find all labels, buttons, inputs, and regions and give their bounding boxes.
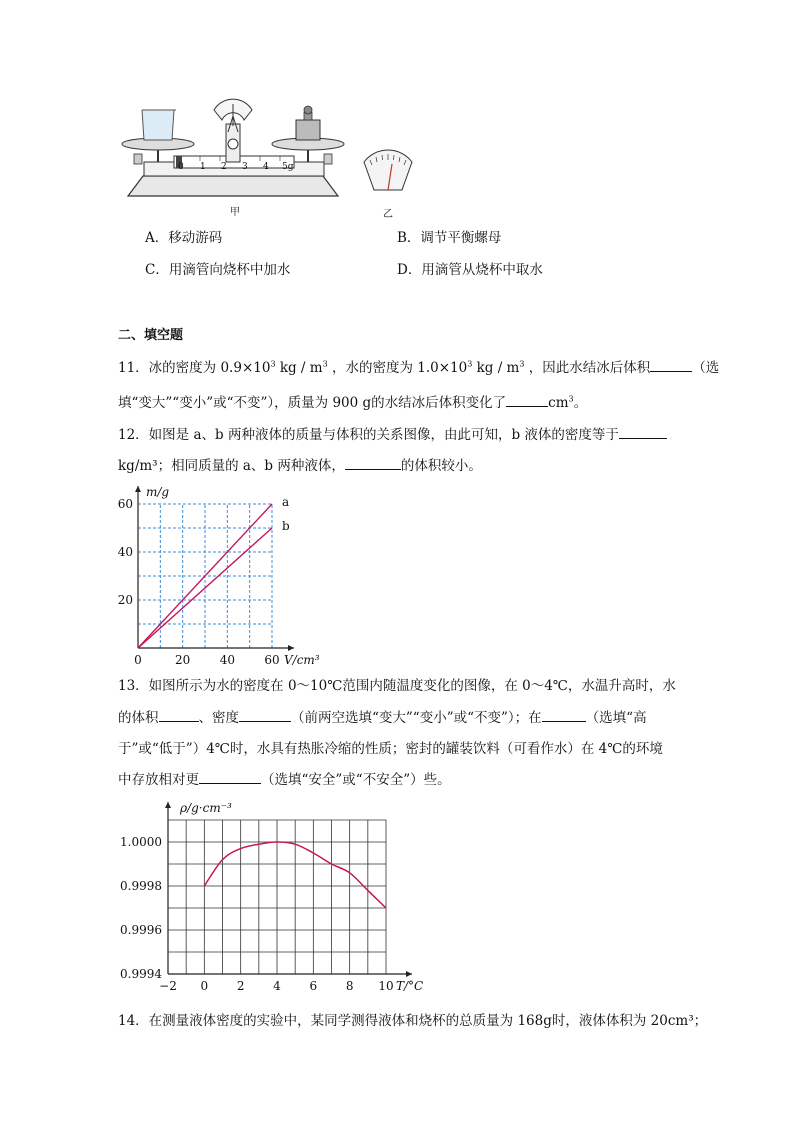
y-axis-label: m/g: [146, 485, 170, 499]
y-tick-label: 20: [117, 593, 133, 607]
option-b: B．调节平衡螺母: [397, 230, 502, 246]
q13-line4: 中存放相对更 （选填“安全”或“不安全”）些。: [118, 772, 451, 788]
section-title: 二、填空题: [118, 328, 184, 343]
option-a: A．移动游码: [145, 230, 223, 246]
x-tick-label: 10: [378, 979, 394, 993]
scale-label: 5g: [282, 162, 294, 172]
scale-label: 4: [263, 162, 269, 172]
scale-label: 1: [200, 162, 206, 172]
series-label-b: b: [282, 519, 290, 533]
x-tick-label: 20: [175, 653, 191, 667]
y-tick-label: 1.0000: [120, 835, 162, 849]
q14-line1: 14．在测量液体密度的实验中，某同学测得液体和烧杯的总质量为 168g时，液体体积为 20cm³；: [118, 1013, 708, 1029]
x-tick-label: −2: [159, 979, 177, 993]
x-tick-label: 2: [236, 979, 245, 993]
x-tick-label: 0: [134, 653, 142, 667]
q13-line2: 的体积 、密度 （前两空选填“变大”“变小”或“不变”）；在 （选填“高: [118, 710, 647, 726]
y-tick-label: 40: [117, 545, 133, 559]
x-axis-label: V/cm³: [284, 653, 320, 667]
y-tick-label: 60: [117, 497, 133, 511]
y-tick-label: 0.9996: [120, 923, 162, 937]
x-tick-label: 60: [264, 653, 280, 667]
option-d: D．用滴管从烧杯中取水: [397, 262, 543, 278]
q11-line2: 填“变大”“变小”或“不变”），质量为 900 g的水结冰后体积变化了 $cm^3$。: [118, 394, 588, 411]
figure-caption-yi: 乙: [383, 209, 393, 220]
y-axis-arrow: [165, 802, 171, 808]
scale-label: 3: [242, 162, 248, 172]
y-tick-label: 0.9994: [120, 967, 162, 981]
q12-line2: kg/m³；相同质量的 a、b 两种液体， 的体积较小。: [118, 458, 482, 474]
density-temperature-chart: [112, 798, 452, 996]
x-tick-label: 40: [219, 653, 235, 667]
scale-label: 2: [221, 162, 227, 172]
q11-line1: 11．冰的密度为 $0.9\times 10^3$ kg / $m^3$ ，水的密度为 $1.0\times 10^3$ kg / $m^3$ ，因此水结冰后体积 （选: [118, 359, 720, 376]
x-tick-label: 0: [200, 979, 209, 993]
balance-figure: [118, 96, 350, 214]
x-tick-label: 4: [273, 979, 281, 993]
dial-figure: [360, 150, 416, 196]
x-axis-arrow: [288, 645, 294, 651]
x-tick-label: 8: [345, 979, 354, 993]
series-label-a: a: [282, 495, 290, 509]
q13-line1: 13．如图所示为水的密度在 0～10℃范围内随温度变化的图像，在 0～4℃，水温升高时，水: [118, 678, 676, 694]
option-c: C．用滴管向烧杯中加水: [145, 262, 291, 278]
q12-line1: 12．如图是 a、b 两种液体的质量与体积的关系图像，由此可知，b 液体的密度等于: [118, 426, 667, 444]
x-axis-arrow: [406, 971, 412, 977]
mass-volume-chart: [110, 480, 320, 668]
figure-caption-jia: 甲: [230, 207, 240, 218]
x-tick-label: 6: [309, 979, 318, 993]
y-tick-label: 0.9998: [120, 879, 162, 893]
y-axis-label: ρ/g·cm⁻³: [180, 801, 232, 815]
x-axis-label: T/°C: [396, 979, 424, 993]
q13-line3: 于”或“低于”）4℃时，水具有热胀冷缩的性质；密封的罐装饮料（可看作水）在 4℃的环境: [118, 741, 663, 757]
y-axis-arrow: [135, 486, 141, 492]
scale-label: 0: [178, 162, 184, 172]
